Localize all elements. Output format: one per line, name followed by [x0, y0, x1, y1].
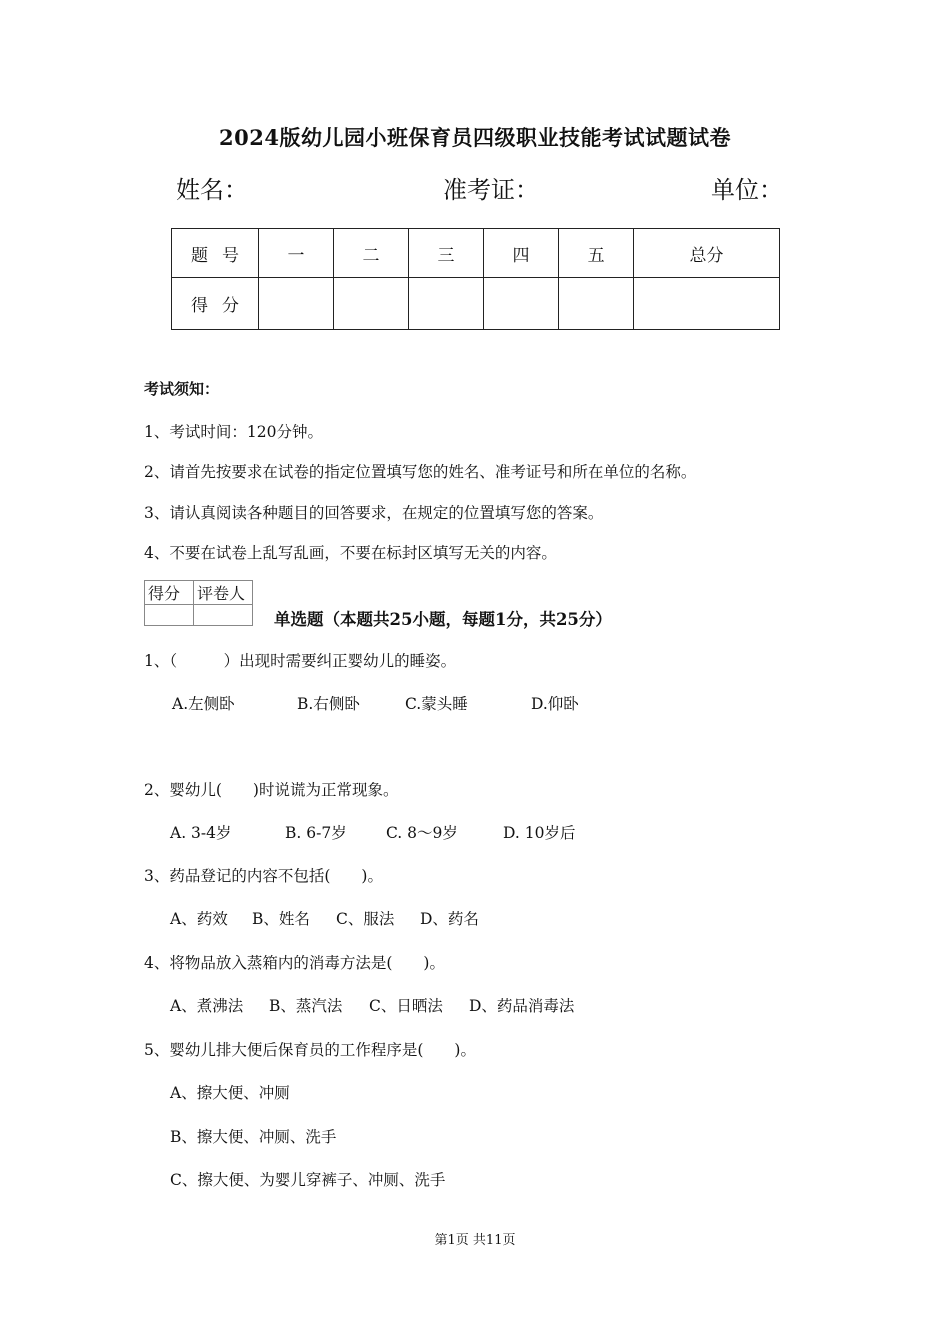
column-header: 一: [259, 229, 334, 278]
question-option: D.仰卧: [531, 695, 579, 713]
exam-id-label: 准考证：: [443, 176, 539, 204]
column-header: 三: [409, 229, 484, 278]
section-heading: 单选题（本题共25小题，每题1分，共25分）: [274, 610, 612, 629]
score-cell: [409, 278, 484, 330]
question-stem: 3、药品登记的内容不包括( )。: [144, 867, 383, 885]
score-cell: [484, 278, 559, 330]
question-stem: 5、婴幼儿排大便后保育员的工作程序是( )。: [144, 1041, 476, 1059]
notice-item: 1、考试时间：120分钟。: [144, 423, 323, 441]
question-option: D、药名: [420, 910, 479, 928]
question-stem: 1、（ ）出现时需要纠正婴幼儿的睡姿。: [144, 652, 457, 670]
question-option: A、擦大便、冲厕: [170, 1084, 290, 1102]
question-option: D. 10岁后: [503, 824, 576, 842]
question-option: B. 6-7岁: [285, 824, 347, 842]
score-cell: [559, 278, 634, 330]
column-header: 二: [334, 229, 409, 278]
question-option: A.左侧卧: [172, 695, 235, 713]
question-stem: 4、将物品放入蒸箱内的消毒方法是( )。: [144, 954, 445, 972]
question-option: A、药效: [170, 910, 228, 928]
grader-score-cell: [145, 605, 194, 626]
grader-box: [144, 580, 253, 626]
grader-name-label: 评卷人: [194, 581, 253, 605]
name-label: 姓名：: [176, 176, 248, 204]
score-cell: [259, 278, 334, 330]
question-option: C、服法: [336, 910, 395, 928]
page-footer: 第1页 共11页: [434, 1233, 516, 1248]
question-option: C、擦大便、为婴儿穿裤子、冲厕、洗手: [170, 1171, 446, 1189]
score-table: [171, 228, 780, 330]
question-option: C.蒙头睡: [405, 695, 468, 713]
question-option: C、日晒法: [369, 997, 443, 1015]
question-option: D、药品消毒法: [469, 997, 575, 1015]
question-option: A. 3-4岁: [170, 824, 232, 842]
score-cell: [334, 278, 409, 330]
column-header: 五: [559, 229, 634, 278]
exam-title: 2024版幼儿园小班保育员四级职业技能考试试题试卷: [219, 125, 731, 150]
question-number-label: 题号: [172, 229, 259, 278]
score-table-header-row: [172, 229, 780, 278]
notice-heading: 考试须知：: [144, 380, 220, 398]
question-option: B、姓名: [252, 910, 310, 928]
unit-label: 单位：: [711, 176, 783, 204]
question-option: C. 8～9岁: [386, 824, 458, 842]
grader-name-cell: [194, 605, 253, 626]
question-option: B.右侧卧: [297, 695, 360, 713]
notice-item: 2、请首先按要求在试卷的指定位置填写您的姓名、准考证号和所在单位的名称。: [144, 463, 697, 481]
question-option: B、蒸汽法: [269, 997, 343, 1015]
grader-score-label: 得分: [145, 581, 194, 605]
question-option: B、擦大便、冲厕、洗手: [170, 1128, 337, 1146]
column-header: 四: [484, 229, 559, 278]
score-cell: [634, 278, 780, 330]
column-header: 总分: [634, 229, 780, 278]
notice-item: 3、请认真阅读各种题目的回答要求，在规定的位置填写您的答案。: [144, 504, 604, 522]
notice-item: 4、不要在试卷上乱写乱画，不要在标封区填写无关的内容。: [144, 544, 557, 562]
question-option: A、煮沸法: [170, 997, 244, 1015]
score-label: 得分: [172, 278, 259, 330]
question-stem: 2、婴幼儿( )时说谎为正常现象。: [144, 781, 399, 799]
score-table-score-row: [172, 278, 780, 330]
